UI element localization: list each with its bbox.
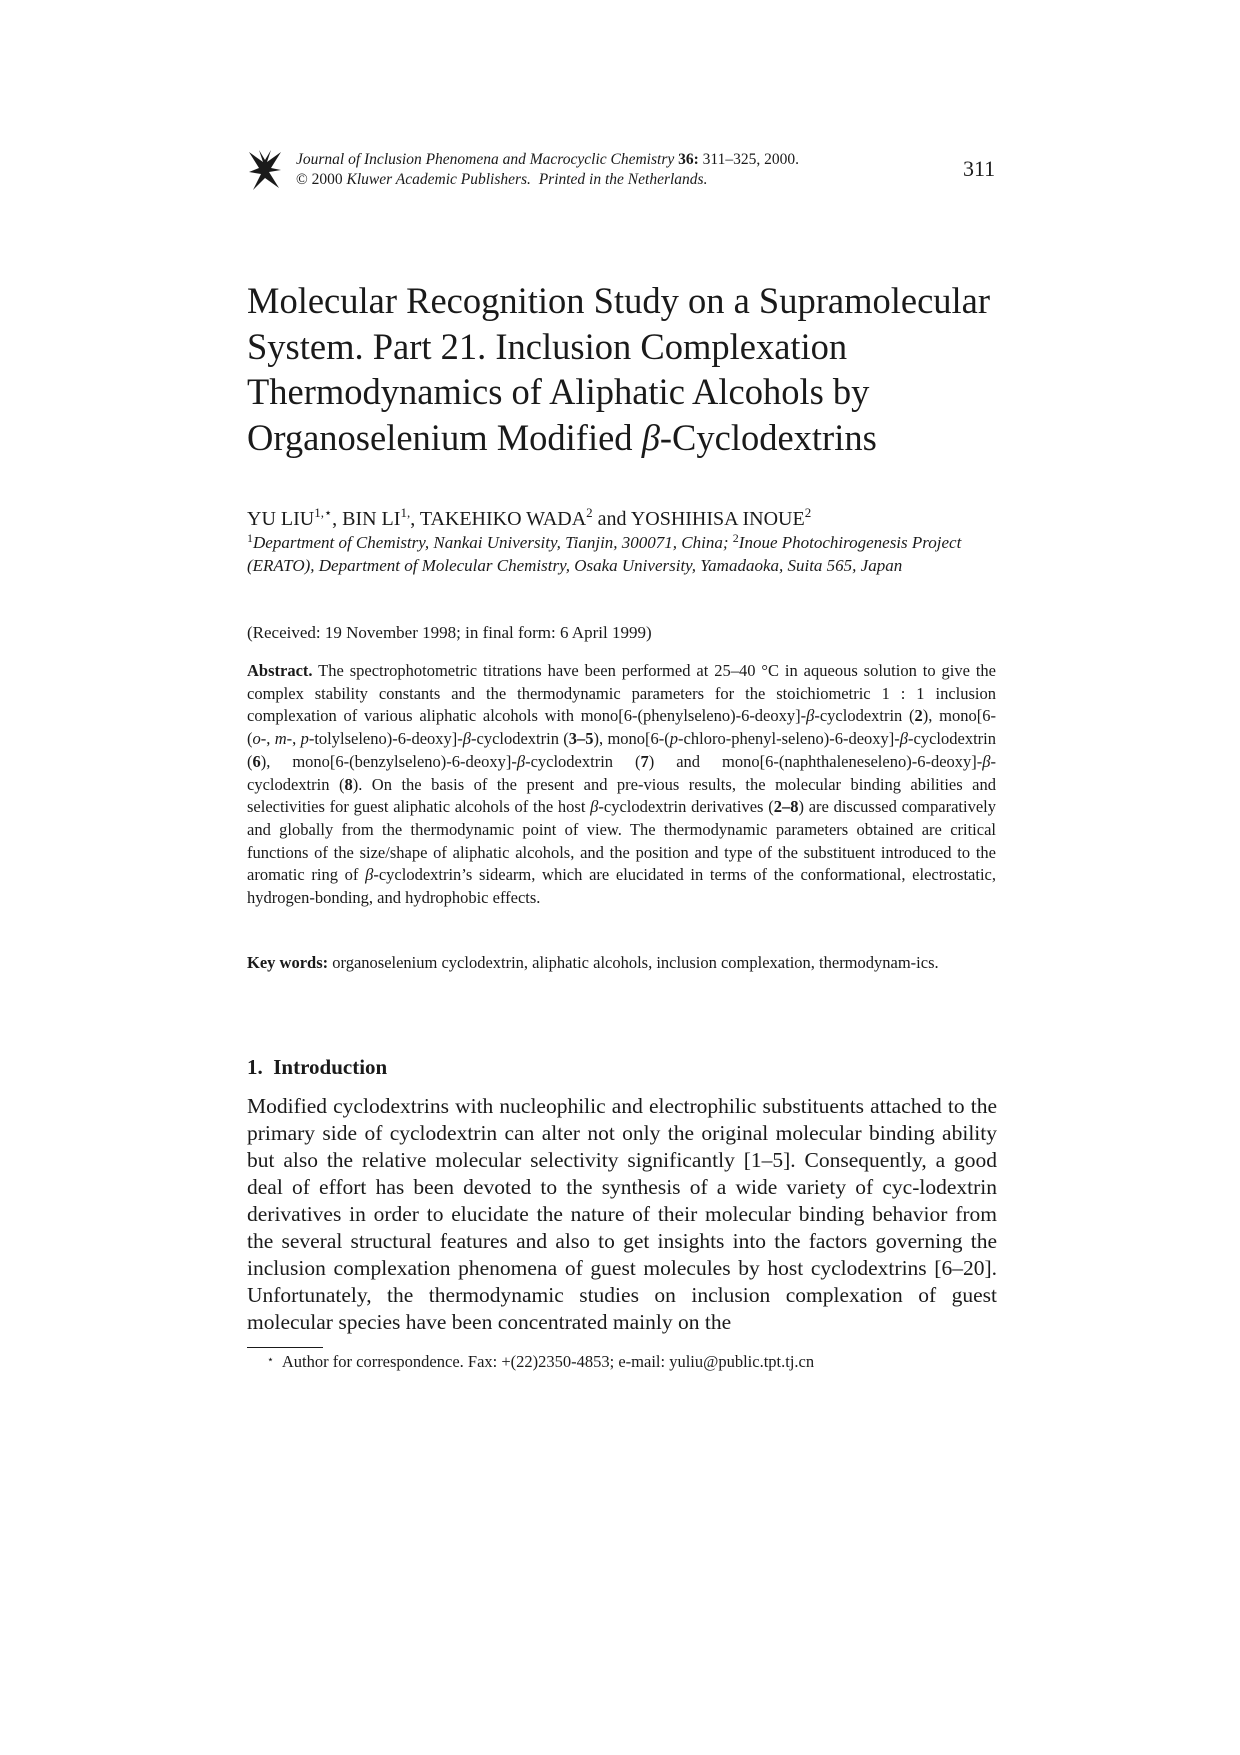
compound-number: 7: [640, 751, 649, 771]
author-affiliation-mark: 1,: [400, 505, 411, 520]
abstract-text: -cyclodextrin (: [247, 751, 996, 794]
abstract-text: ), mono[6-(: [593, 729, 670, 749]
footnote-rule: [247, 1347, 323, 1348]
abstract-text: -,: [260, 729, 275, 749]
keywords: [247, 952, 996, 975]
journal-pages-year: 311–325, 2000.: [702, 151, 799, 168]
beta-symbol: β: [365, 865, 374, 885]
abstract-label: Abstract.: [247, 661, 313, 680]
author-separator: and: [592, 508, 631, 530]
journal-name: Journal of Inclusion Phenomena and Macrocyclic Chemistry: [296, 151, 675, 168]
italic-prefix: p: [669, 729, 679, 749]
abstract-text: -cyclodextrin (: [814, 706, 915, 726]
author-name: YOSHIHISA INOUE: [630, 508, 805, 530]
abstract-text: ), mono[6-(benzylseleno)-6-deoxy]-: [260, 751, 517, 771]
copyright-symbol: ©: [296, 171, 308, 188]
beta-symbol: β: [806, 706, 815, 726]
author-affiliation-mark: 2: [804, 505, 812, 520]
compound-number: 2: [914, 706, 923, 726]
compound-number: 8: [344, 774, 353, 794]
compound-number: 3–5: [568, 729, 594, 749]
section-heading: [247, 1055, 387, 1080]
publisher: Kluwer Academic Publishers.: [346, 171, 531, 188]
author-list: [247, 506, 811, 532]
beta-symbol: β: [590, 797, 599, 817]
author-separator: ,: [332, 508, 343, 530]
keywords-label: Key words:: [247, 953, 329, 972]
journal-citation: [296, 150, 799, 190]
abstract-text: ). On the basis of the present and pre-vious results, the molecular binding abilities and selectivities for guest aliphatic alcohols of the host: [247, 774, 996, 817]
abstract-text: ) and mono[6-(naphthaleneseleno)-6-deoxy]-: [648, 751, 983, 771]
section-title: Introduction: [273, 1055, 388, 1079]
title-beta: β: [641, 416, 660, 458]
compound-number: 2–8: [773, 797, 799, 817]
paper-title: [247, 278, 1007, 460]
abstract-text: ) are discussed comparatively and globally from the thermodynamic point of view. The thermodynamic parameters obtained are critical functions of the size/shape of aliphatic alcohols, and the position and type of the substituent introduced to the aromatic ring of: [247, 797, 996, 885]
title-part-1: Molecular Recognition Study on a Supramolecular System. Part 21. Inclusion Complexation Thermodynamics of Aliphatic Alcohols by Organoselenium Modified: [247, 280, 991, 458]
affiliation-mark: 2: [732, 531, 739, 545]
beta-symbol: β: [462, 729, 471, 749]
footnote-star: ⋆: [267, 1354, 274, 1366]
section-number: 1.: [247, 1055, 263, 1079]
introduction-paragraph: Modified cyclodextrins with nucleophilic and electrophilic substituents attached to the primary side of cyclodextrin can alter not only the original molecular binding ability but also the relative molecular selectivity significantly [1–5]. Consequently, a good deal of effort has been devoted to the synthesis of a wide variety of cyc-lodextrin derivatives in order to elucidate the nature of their molecular binding behavior from the several structural features and also to get insights into the factors governing the inclusion complexation phenomena of guest molecules by host cyclodextrins [6–20]. Unfortunately, the thermodynamic studies on inclusion complexation of guest molecular species have been concentrated mainly on the: [247, 1094, 997, 1334]
abstract-text: -cyclodextrin’s sidearm, which are elucidated in terms of the conformational, electrostatic, hydrogen-bonding, and hydrophobic effects.: [247, 865, 996, 908]
author-name: YU LIU: [247, 508, 315, 530]
affiliations: [247, 532, 995, 577]
compound-number: 6: [252, 751, 261, 771]
abstract-text: -cyclodextrin (: [247, 729, 996, 771]
abstract-text: The spectrophotometric titrations have been performed at 25–40 °C in aqueous solution to give the complex stability constants and the thermodynamic parameters for the stoichiometric 1 : 1 inclusion complexation of various aliphatic alcohols with mono[6-(phenylseleno)-6-deoxy]-: [247, 661, 996, 726]
beta-symbol: β: [899, 729, 909, 749]
printed-in: Printed in the Netherlands.: [538, 171, 708, 188]
abstract-text: -chloro-phenyl-seleno)-6-deoxy]-: [678, 729, 900, 749]
italic-prefix: p: [300, 729, 309, 749]
footnote-text: Author for correspondence. Fax: +(22)2350-4853; e-mail: yuliu@public.tpt.tj.cn: [281, 1352, 815, 1371]
abstract-text: -cyclodextrin (: [471, 729, 569, 749]
footnote: [267, 1352, 814, 1372]
beta-symbol: β: [982, 751, 991, 771]
copyright-year: 2000: [311, 171, 343, 188]
affiliation-2: Inoue Photochirogenesis Project (ERATO), Department of Molecular Chemistry, Osaka University, Yamadaoka, Suita 565, Japan: [247, 533, 962, 575]
affiliation-1: Department of Chemistry, Nankai University, Tianjin, 300071, China;: [253, 533, 733, 552]
abstract-text: -cyclodextrin derivatives (: [598, 797, 774, 817]
author-separator: ,: [410, 508, 420, 530]
affiliation-mark: 1: [247, 531, 253, 545]
received-dates: (Received: 19 November 1998; in final form: 6 April 1999): [247, 623, 652, 642]
italic-prefix: o: [252, 729, 261, 749]
abstract-text: ), mono[6-(: [247, 706, 996, 749]
page-number: 311: [963, 156, 996, 181]
abstract-text: -tolylseleno)-6-deoxy]-: [308, 729, 463, 749]
journal-volume: 36:: [678, 151, 699, 168]
abstract-text: -,: [286, 729, 301, 749]
kluwer-logo-icon: [247, 148, 283, 192]
journal-line-2: [296, 170, 799, 190]
beta-symbol: β: [516, 751, 526, 771]
author-name: TAKEHIKO WADA: [419, 508, 587, 530]
author-affiliation-mark: 2: [586, 505, 593, 520]
author-name: BIN LI: [342, 508, 401, 530]
abstract: [247, 660, 996, 910]
keywords-text: organoselenium cyclodextrin, aliphatic alcohols, inclusion complexation, thermodynam-ics.: [328, 953, 939, 972]
author-affiliation-mark: 1,⋆: [314, 505, 333, 520]
italic-prefix: m: [274, 729, 287, 749]
journal-line-1: [296, 150, 799, 170]
title-part-2: -Cyclodextrins: [659, 416, 877, 458]
abstract-text: -cyclodextrin (: [525, 751, 641, 771]
